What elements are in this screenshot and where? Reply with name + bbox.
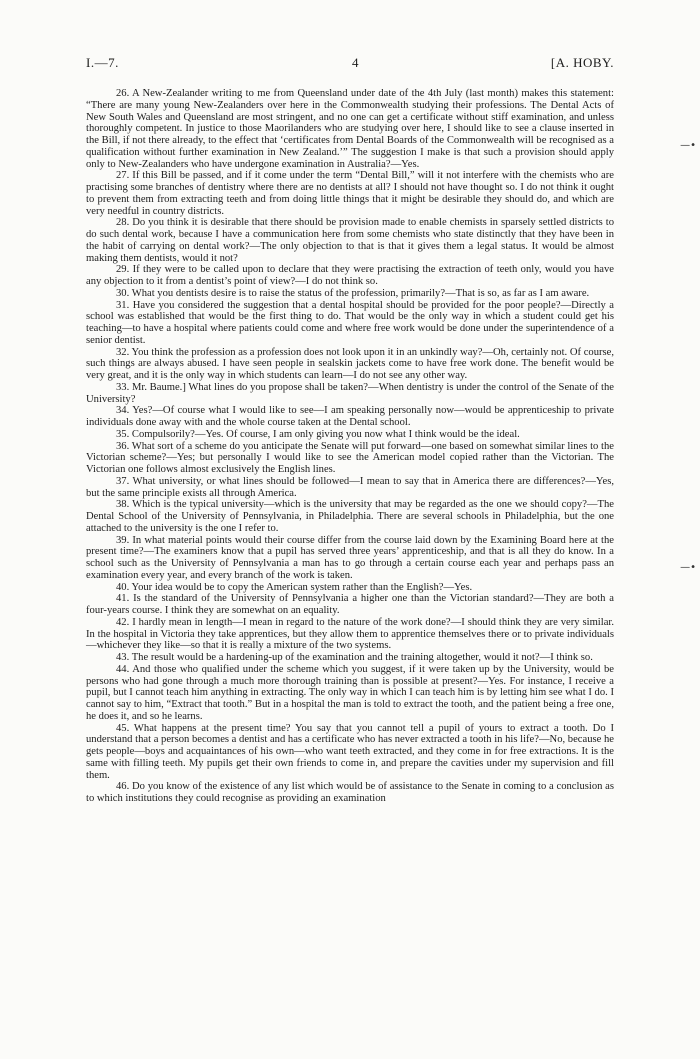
paragraph-37: 37. What university, or what lines should be followed—I mean to say that in America there are differences?—Yes, but the same principle exists all through America.: [86, 475, 614, 499]
paragraph-29: 29. If they were to be called upon to declare that they were practising the extraction of teeth only, would you have any objection to it from a dentist’s point of view?—I do not think so.: [86, 264, 614, 287]
paragraph-38: 38. Which is the typical university—which is the university that may be regarded as the one we should copy?—The Dental School of the University of Pennsylvania, in Philadelphia. There are several schools in Philadelphia, but the one attached to the university is the one I refer to.: [86, 499, 614, 534]
margin-mark: —•: [680, 140, 696, 151]
paragraph-36: 36. What sort of a scheme do you anticipate the Senate will put forward—one based on somewhat similar lines to the Victorian scheme?—Yes; but personally I would like to see the American model copied rather than the Victorian. The Victorian one follows almost exclusively the English lines.: [86, 440, 614, 475]
paragraph-43: 43. The result would be a hardening-up of the examination and the training altogether, would it not?—I think so.: [116, 652, 593, 663]
page-header: [86, 55, 614, 73]
paragraph-33: 33. Mr. Baume.] What lines do you propose shall be taken?—When dentistry is under the control of the Senate of the University?: [86, 381, 614, 405]
paragraph-41: 41. Is the standard of the University of Pennsylvania a higher one than the Victorian standard?—They are both a four-years course. I think they are somewhat on an equality.: [86, 593, 614, 616]
paragraph-34: 34. Yes?—Of course what I would like to see—I am speaking personally now—would be apprenticeship to private individuals done away with and the whole course taken at the Dental school.: [86, 405, 614, 428]
margin-mark: —•: [680, 562, 696, 573]
paragraph-40: 40. Your idea would be to copy the American system rather than the English?—Yes.: [116, 581, 473, 593]
witness-name: [A. HOBY.: [550, 55, 614, 70]
testimony-body: [86, 88, 614, 805]
page-number: 4: [352, 55, 359, 70]
paragraph-45: 45. What happens at the present time? You say that you cannot tell a pupil of yours to extract a tooth. Do I understand that a person becomes a dentist and has a certificate who has never extracted a tooth in his life?—No, because he gets people—boys and acquaintances of his own—who want teeth extracted, and they come in for free extractions. It is the same with filling teeth. My pupils get their own friends to come in, and prepare the cavities under my supervision and fill them.: [86, 722, 614, 781]
paragraph-27: 27. If this Bill be passed, and if it come under the term “Dental Bill,” will it not interfere with the chemists who are practising some branches of dentistry where there are no dentists at all? I should not have thought so. I do not think it ought to prevent them from extracting teeth and from doing little things that it might be desirable they should do, and which are very needful in country districts.: [86, 170, 614, 217]
paragraph-31: 31. Have you considered the suggestion that a dental hospital should be provided for the poor people?—Directly a school was established that would be the first thing to do. That would be the only way in which a student could get his teaching—to have a hospital where patients could come and where free work would be done under the superintendence of a senior dentist.: [86, 299, 614, 346]
paragraph-35: 35. Compulsorily?—Yes. Of course, I am only giving you now what I think would be the ideal.: [116, 428, 520, 440]
paragraph-30: 30. What you dentists desire is to raise the status of the profession, primarily?—That is so, as far as I am aware.: [116, 287, 590, 299]
document-reference: I.—7.: [86, 55, 119, 70]
paragraph-28: 28. Do you think it is desirable that there should be provision made to enable chemists in sparsely settled districts to do such dental work, because I have a communication here from some chemists who state distinctly that they have been in the habit of carrying on dental work?—The only objection to that is that it gives them a legal status. It would be almost making them dentists, would it not?: [86, 217, 614, 264]
paragraph-26: 26. A New-Zealander writing to me from Queensland under date of the 4th July (last month) makes this statement: “There are many young New-Zealanders over here in the Commonwealth studying their professions. The Dental Acts of New South Wales and Queensland are most stringent, and no one can get a certificate without stiff examination, and unless thoroughly competent. In justice to those Maorilanders who are studying over here, I should like to see a clause inserted in the Bill, if not there already, to the effect that ‘certificates from Dental Boards of the Commonwealth will be recognised as a qualification without further examination in New Zealand.’” The suggestion I make is that such a provision should apply only to New-Zealanders who have undergone examination in Australia?—Yes.: [86, 88, 614, 170]
paragraph-32: 32. You think the profession as a profession does not look upon it in an unkindly way?—Oh, certainly not. Of course, such things are always abused. I have seen people in sealskin jackets come to have free work done. The benefit would be very great, and it is the only way in which students can learn—I do not see any other way.: [86, 346, 614, 381]
paragraph-39: 39. In what material points would their course differ from the course laid down by the Examining Board here at the present time?—The examiners know that a pupil has served three years’ apprenticeship, and that is all they do know. In a school such as the University of Pennsylvania a man has to go through a certain course each year and perhaps pass an examination every year, and every branch of the work is taken.: [86, 534, 614, 581]
paragraph-44: 44. And those who qualified under the scheme which you suggest, if it were taken up by the University, would be persons who had gone through a much more thorough training than is possible at present?—Yes. For instance, I receive a pupil, but I cannot teach him anything in extracting. The only way in which I can teach him is by letting him see what I do. I cannot say to him, “Extract that tooth.” But in a hospital the man is told to extract the tooth, and the patient being a free one, he does it, and so he learns.: [86, 663, 614, 722]
paragraph-46: 46. Do you know of the existence of any list which would be of assistance to the Senate in coming to a conclusion as to which institutions they could recognise as providing an examination: [86, 781, 614, 804]
paragraph-42: 42. I hardly mean in length—I mean in regard to the nature of the work done?—I should think they are very similar. In the hospital in Victoria they take apprentices, but they allow them to apprentice themselves there or to private individuals—whichever they like—so that it is really a mixture of the two systems.: [86, 616, 614, 652]
